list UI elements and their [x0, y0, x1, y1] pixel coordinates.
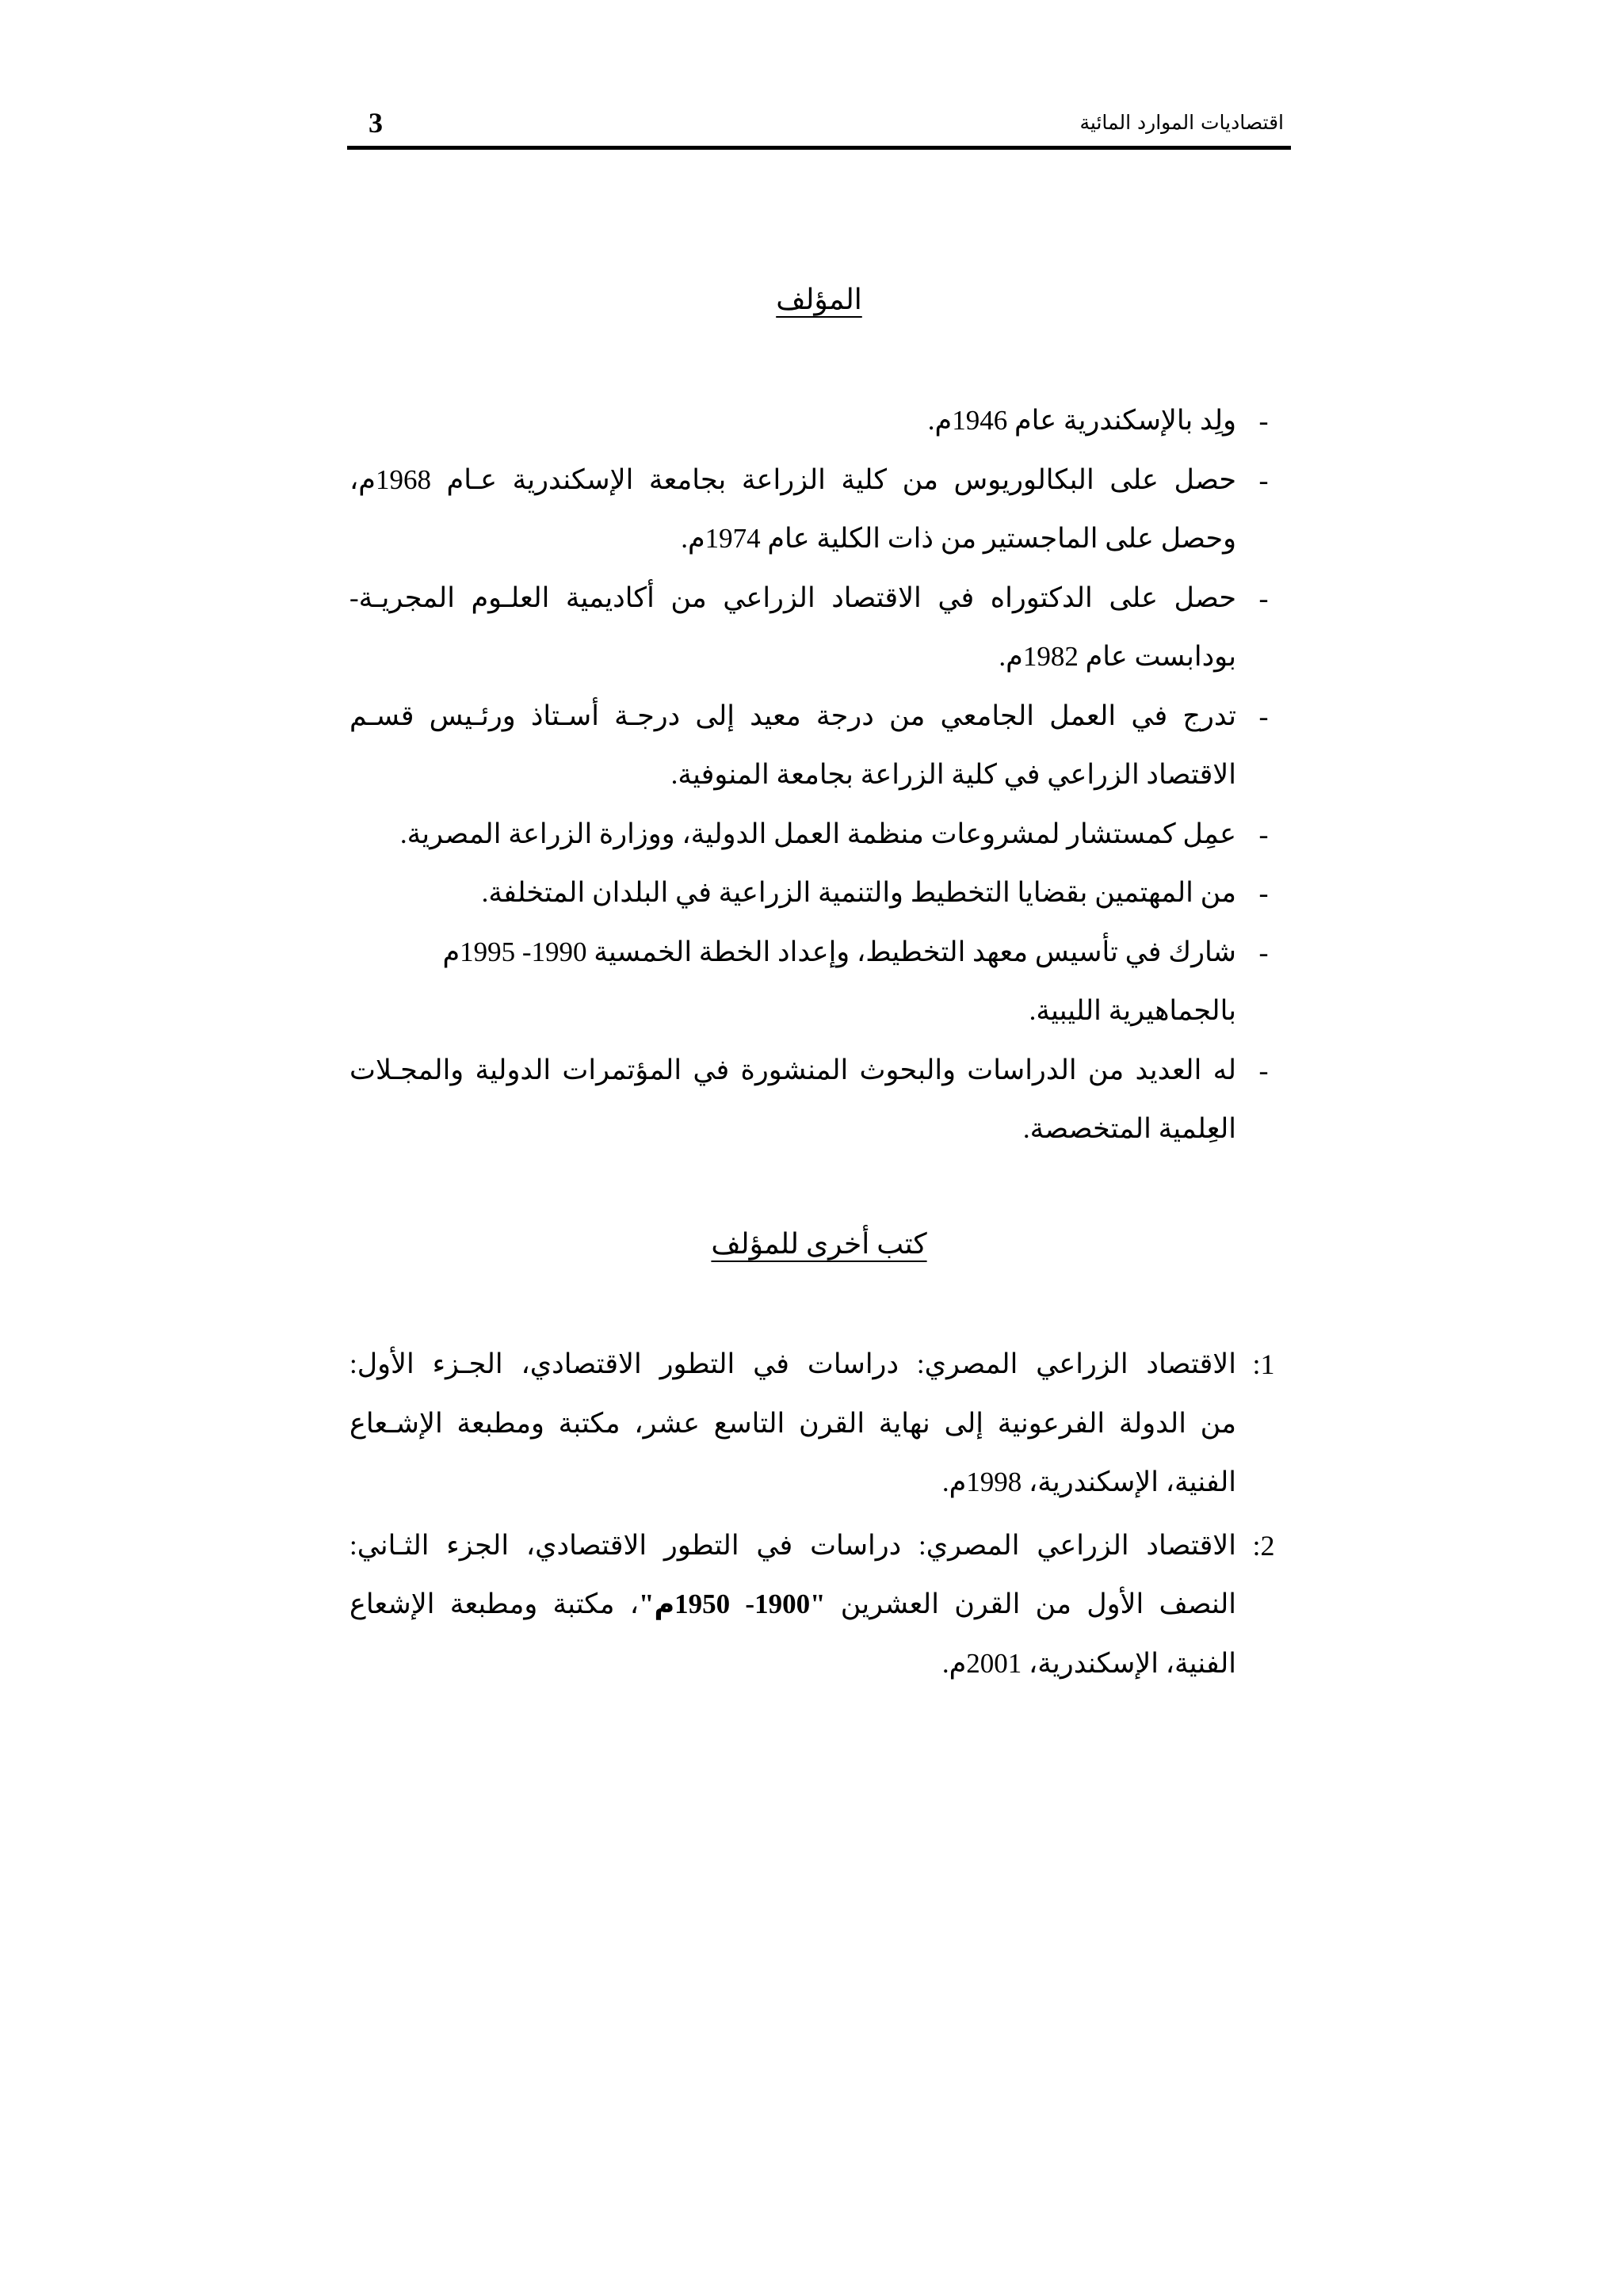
- book-item-text: [349, 1516, 1236, 1694]
- bio-item: [347, 391, 1291, 451]
- book-line: الاقتصاد الزراعي المصري: دراسات في التطور الاقتصادي، الجزء الثـاني:: [349, 1529, 1236, 1561]
- bio-line: حصل على البكالوريوس من كلية الزراعة بجامعة الإسكندرية عـام 1968م،: [349, 463, 1236, 495]
- author-heading-text: المؤلف: [776, 284, 862, 315]
- bio-item: [347, 569, 1291, 687]
- bullet-marker: -: [1258, 700, 1269, 732]
- book-item: [347, 1335, 1291, 1512]
- running-title: اقتصاديات الموارد المائية: [1079, 111, 1284, 134]
- bio-line: له العديد من الدراسات والبحوث المنشورة في المؤتمرات الدولية والمجـلات: [349, 1054, 1236, 1085]
- book-number: 2:: [1252, 1529, 1275, 1562]
- book-line-part: النصف الأول من القرن العشرين: [825, 1589, 1237, 1619]
- bio-item-text: [349, 569, 1236, 687]
- bio-item-text: [349, 451, 1236, 569]
- bio-item-text: [349, 1041, 1236, 1159]
- bio-item-text: [349, 864, 1236, 923]
- book-line: الاقتصاد الزراعي المصري: دراسات في التطور الاقتصادي، الجـزء الأول:: [349, 1348, 1236, 1379]
- bio-item-text: [349, 805, 1236, 864]
- book-line: الفنية، الإسكندرية، 1998م.: [941, 1466, 1236, 1497]
- bio-item: [347, 864, 1291, 923]
- bio-line: عمِل كمستشار لمشروعات منظمة العمل الدولية، ووزارة الزراعة المصرية.: [399, 818, 1236, 849]
- bio-line: شارك في تأسيس معهد التخطيط، وإعداد الخطة الخمسية 1990- 1995م: [442, 936, 1236, 967]
- bio-item-text: [349, 923, 1236, 1041]
- book-line: [349, 1575, 1236, 1634]
- bio-line: الاقتصاد الزراعي في كلية الزراعة بجامعة المنوفية.: [670, 759, 1236, 790]
- bio-line: بالجماهيرية الليبية.: [1029, 995, 1236, 1026]
- bio-line: تدرج في العمل الجامعي من درجة معيد إلى درجـة أسـتاذ ورئـيس قسـم: [349, 700, 1236, 731]
- book-line: من الدولة الفرعونية إلى نهاية القرن التاسع عشر، مكتبة ومطبعة الإشـعاع: [349, 1407, 1236, 1439]
- book-line: الفنية، الإسكندرية، 2001م.: [941, 1647, 1236, 1679]
- bio-line: وحصل على الماجستير من ذات الكلية عام 1974م.: [681, 523, 1236, 554]
- bio-line: ولِد بالإسكندرية عام 1946م.: [927, 405, 1236, 436]
- bio-item: [347, 1041, 1291, 1159]
- bio-item: [347, 687, 1291, 805]
- bio-item-text: [349, 687, 1236, 805]
- other-books-list: [347, 1335, 1291, 1693]
- author-bio-list: [347, 391, 1291, 1159]
- bio-item: [347, 923, 1291, 1041]
- bullet-marker: -: [1258, 818, 1269, 850]
- book-date-range: "1900- 1950م": [639, 1589, 826, 1619]
- bio-item: [347, 451, 1291, 569]
- book-item: [347, 1516, 1291, 1694]
- bullet-marker: -: [1258, 936, 1269, 968]
- bio-line: العِلمية المتخصصة.: [1022, 1113, 1236, 1144]
- book-line-part: ، مكتبة ومطبعة الإشعاع: [349, 1589, 640, 1619]
- bio-item-text: [349, 391, 1236, 451]
- book-item-text: [349, 1335, 1236, 1512]
- bio-line: بودابست عام 1982م.: [999, 641, 1236, 672]
- other-books-heading-text: كتب أخرى للمؤلف: [711, 1228, 927, 1260]
- bio-line: من المهتمين بقضايا التخطيط والتنمية الزراعية في البلدان المتخلفة.: [481, 877, 1236, 908]
- running-header: [347, 100, 1291, 150]
- author-heading: [347, 270, 1291, 329]
- bullet-marker: -: [1258, 877, 1269, 909]
- book-number: 1:: [1252, 1348, 1275, 1380]
- page-number: 3: [369, 107, 383, 139]
- bio-line: حصل على الدكتوراه في الاقتصاد الزراعي من أكاديمية العلـوم المجريـة-: [349, 582, 1236, 613]
- bio-item: [347, 805, 1291, 864]
- bullet-marker: -: [1258, 405, 1269, 437]
- bullet-marker: -: [1258, 463, 1269, 496]
- other-books-heading: [347, 1215, 1291, 1273]
- bullet-marker: -: [1258, 1054, 1269, 1086]
- bullet-marker: -: [1258, 582, 1269, 614]
